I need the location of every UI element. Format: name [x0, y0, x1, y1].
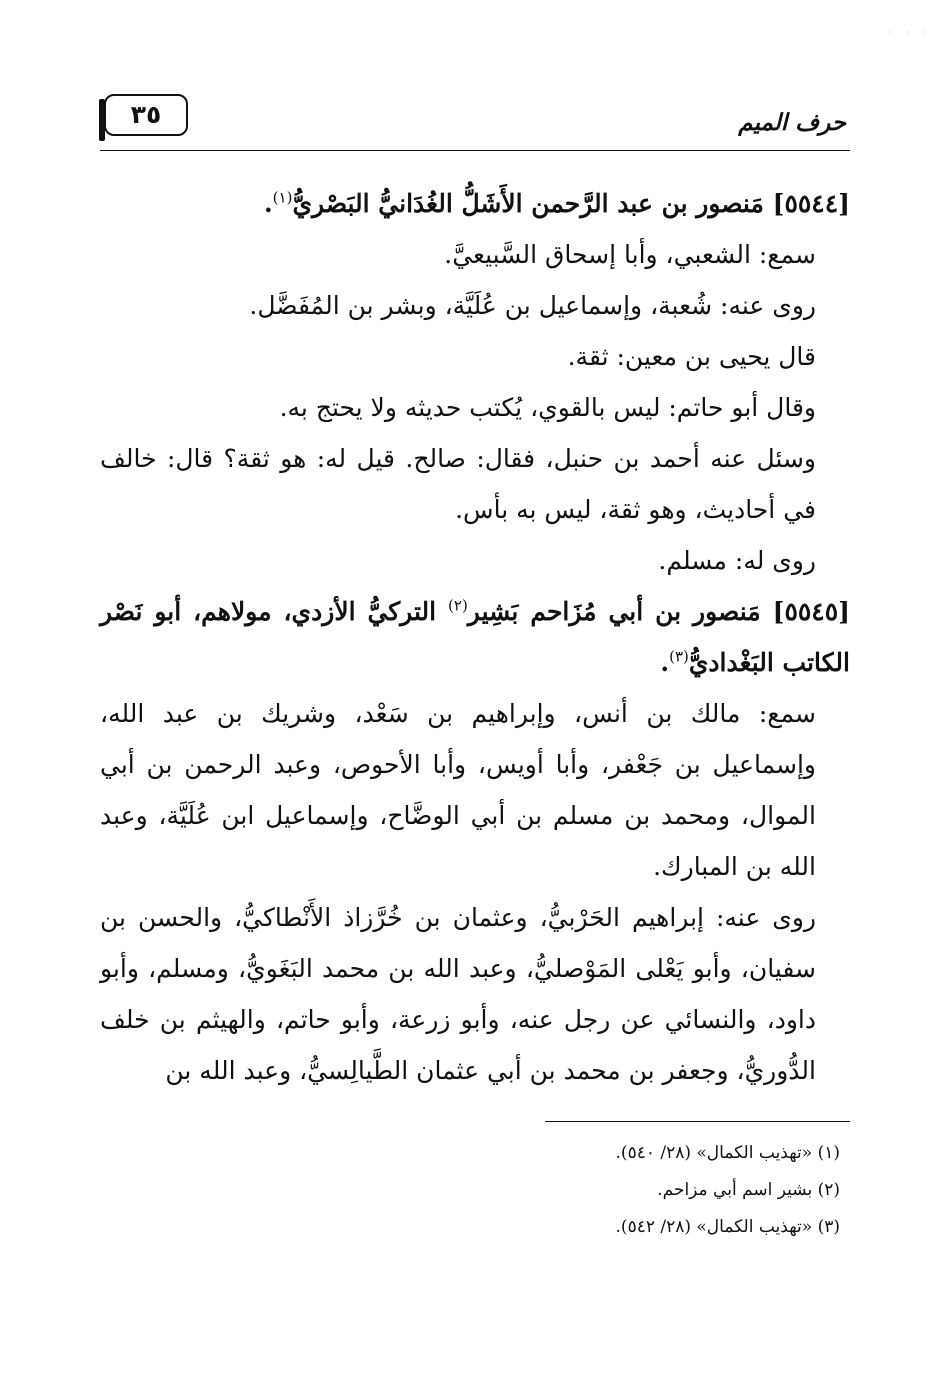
corner-marks: · · · [889, 28, 932, 37]
entry-number: [٥٥٤٥] [772, 597, 850, 626]
footnote: (٣) «تهذيب الكمال» (٢٨/ ٥٤٢). [615, 1217, 840, 1237]
entry-end: . [263, 189, 273, 218]
paragraph: روى عنه: شُعبة، وإسماعيل بن عُلَيَّة، وبشر بن المُفَضَّل. [249, 291, 816, 320]
footnotes [440, 1135, 840, 1246]
footnote-ref: (٣) [669, 647, 689, 666]
entry-heading [100, 586, 850, 688]
footnote-ref: (١) [272, 188, 293, 207]
page-header [100, 92, 850, 156]
paragraph: وسئل عنه أحمد بن حنبل، فقال: صالح. قيل له: هو ثقة؟ قال: خالف في أحاديث، وهو ثقة، ليس به بأس. [100, 444, 816, 524]
paragraph: وقال أبو حاتم: ليس بالقوي، يُكتب حديثه ولا يحتج به. [279, 393, 816, 422]
paragraph: سمع: الشعبي، وأبا إسحاق السَّبيعيَّ. [444, 240, 816, 269]
header-rule [100, 150, 850, 151]
entry-name-continued: التركيُّ الأزدي، مولاهم، أبو نَصْر الكاتب البَغْداديُّ [100, 597, 850, 677]
footnote-ref: (٢) [448, 596, 468, 615]
footnote: (٢) بشير اسم أبي مزاحم. [657, 1180, 840, 1200]
page-number-frame [104, 94, 188, 136]
running-title: حرف الميم [738, 110, 846, 136]
entry-heading [100, 178, 850, 229]
paragraph: سمع: مالك بن أنس، وإبراهيم بن سَعْد، وشريك بن عبد الله، وإسماعيل بن جَعْفر، وأبا أويس، وأبا الأحوص، وعبد الرحمن بن أبي الموال، ومحمد بن مسلم بن أبي الوضَّاح، وإسماعيل ابن عُلَيَّة، وعبد الله بن المبارك. [100, 699, 816, 881]
entry-number: [٥٥٤٤] [772, 189, 850, 218]
entry-end: . [660, 648, 670, 677]
paragraph: روى عنه: إبراهيم الحَرْبيُّ، وعثمان بن خُرَّزاذ الأَنْطاكيُّ، والحسن بن سفيان، وأبو يَعْلى المَوْصليُّ، وعبد الله بن محمد البَغَويُّ، ومسلم، وأبو داود، والنسائي عن رجل عنه، وأبو زرعة، وأبو حاتم، والهيثم بن خلف الدُّوريُّ، وجعفر بن محمد بن أبي عثمان الطَّيالِسيُّ، وعبد الله بن [100, 903, 816, 1085]
paragraph: روى له: مسلم. [658, 546, 816, 575]
footnote: (١) «تهذيب الكمال» (٢٨/ ٥٤٠). [615, 1143, 840, 1163]
entry-name: مَنصور بن عبد الرَّحمن الأَشَلُّ الغُدَانيُّ البَصْريُّ [292, 189, 764, 218]
paragraph: قال يحيى بن معين: ثقة. [567, 342, 816, 371]
main-text [100, 178, 850, 1096]
page-number: ٣٥ [130, 100, 162, 129]
footnote-rule [545, 1121, 850, 1122]
entry-name: مَنصور بن أبي مُزَاحم بَشِير [467, 597, 761, 626]
